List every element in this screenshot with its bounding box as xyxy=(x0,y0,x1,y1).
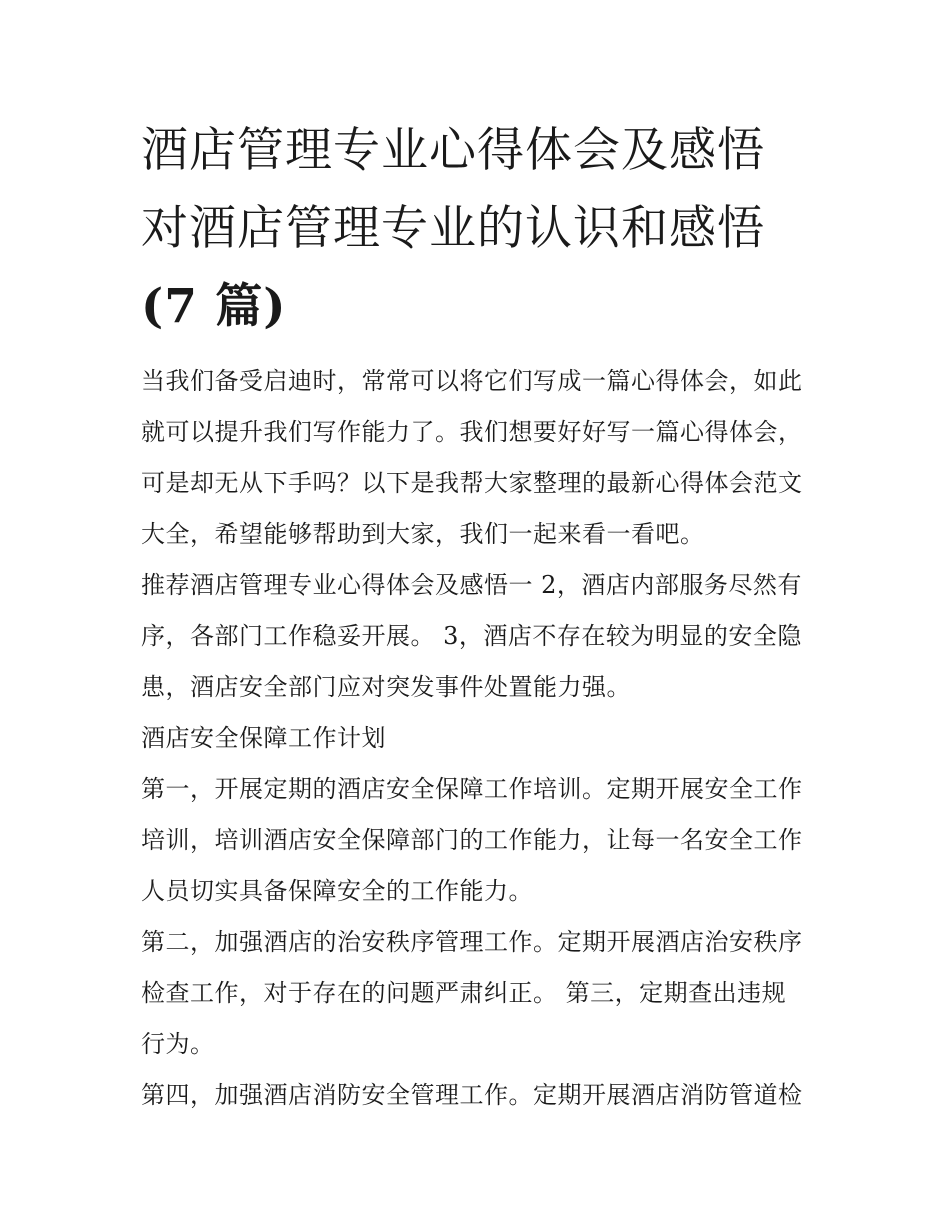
section-heading: 酒店安全保障工作计划 xyxy=(141,724,386,752)
document-page xyxy=(141,112,821,1121)
text-line: 大全，希望能够帮助到大家，我们一起来看一看吧。 xyxy=(141,520,705,548)
text-line: 第二，加强酒店的治安秩序管理工作。定期开展酒店治安秩序 xyxy=(141,928,803,956)
text-line: 序，各部门工作稳妥开展。 3，酒店不存在较为明显的安全隐 xyxy=(141,622,802,650)
text-line: 人员切实具备保障安全的工作能力。 xyxy=(141,877,533,905)
text-line: 就可以提升我们写作能力了。我们想要好好写一篇心得体会， xyxy=(141,418,803,446)
text-line: 患，酒店安全部门应对突发事件处置能力强。 xyxy=(141,673,631,701)
text-line: 当我们备受启迪时，常常可以将它们写成一篇心得体会，如此 xyxy=(141,367,803,395)
text-line: 培训，培训酒店安全保障部门的工作能力，让每一名安全工作 xyxy=(141,826,803,854)
document-body xyxy=(141,356,821,1121)
text-line: 第一，开展定期的酒店安全保障工作培训。定期开展安全工作 xyxy=(141,775,803,803)
text-line: 可是却无从下手吗？以下是我帮大家整理的最新心得体会范文 xyxy=(141,469,803,497)
title-line-1: 酒店管理专业心得体会及感悟 xyxy=(141,123,765,178)
title-line-3: (7 篇) xyxy=(141,279,287,334)
text-line: 推荐酒店管理专业心得体会及感悟一 2，酒店内部服务尽然有 xyxy=(141,571,802,599)
text-line: 检查工作，对于存在的问题严肃纠正。 第三，定期查出违规 xyxy=(141,979,787,1007)
title-line-2: 对酒店管理专业的认识和感悟 xyxy=(141,201,765,256)
text-line: 第四，加强酒店消防安全管理工作。定期开展酒店消防管道检 xyxy=(141,1081,803,1109)
document-title xyxy=(141,112,821,346)
text-line: 行为。 xyxy=(141,1030,215,1058)
